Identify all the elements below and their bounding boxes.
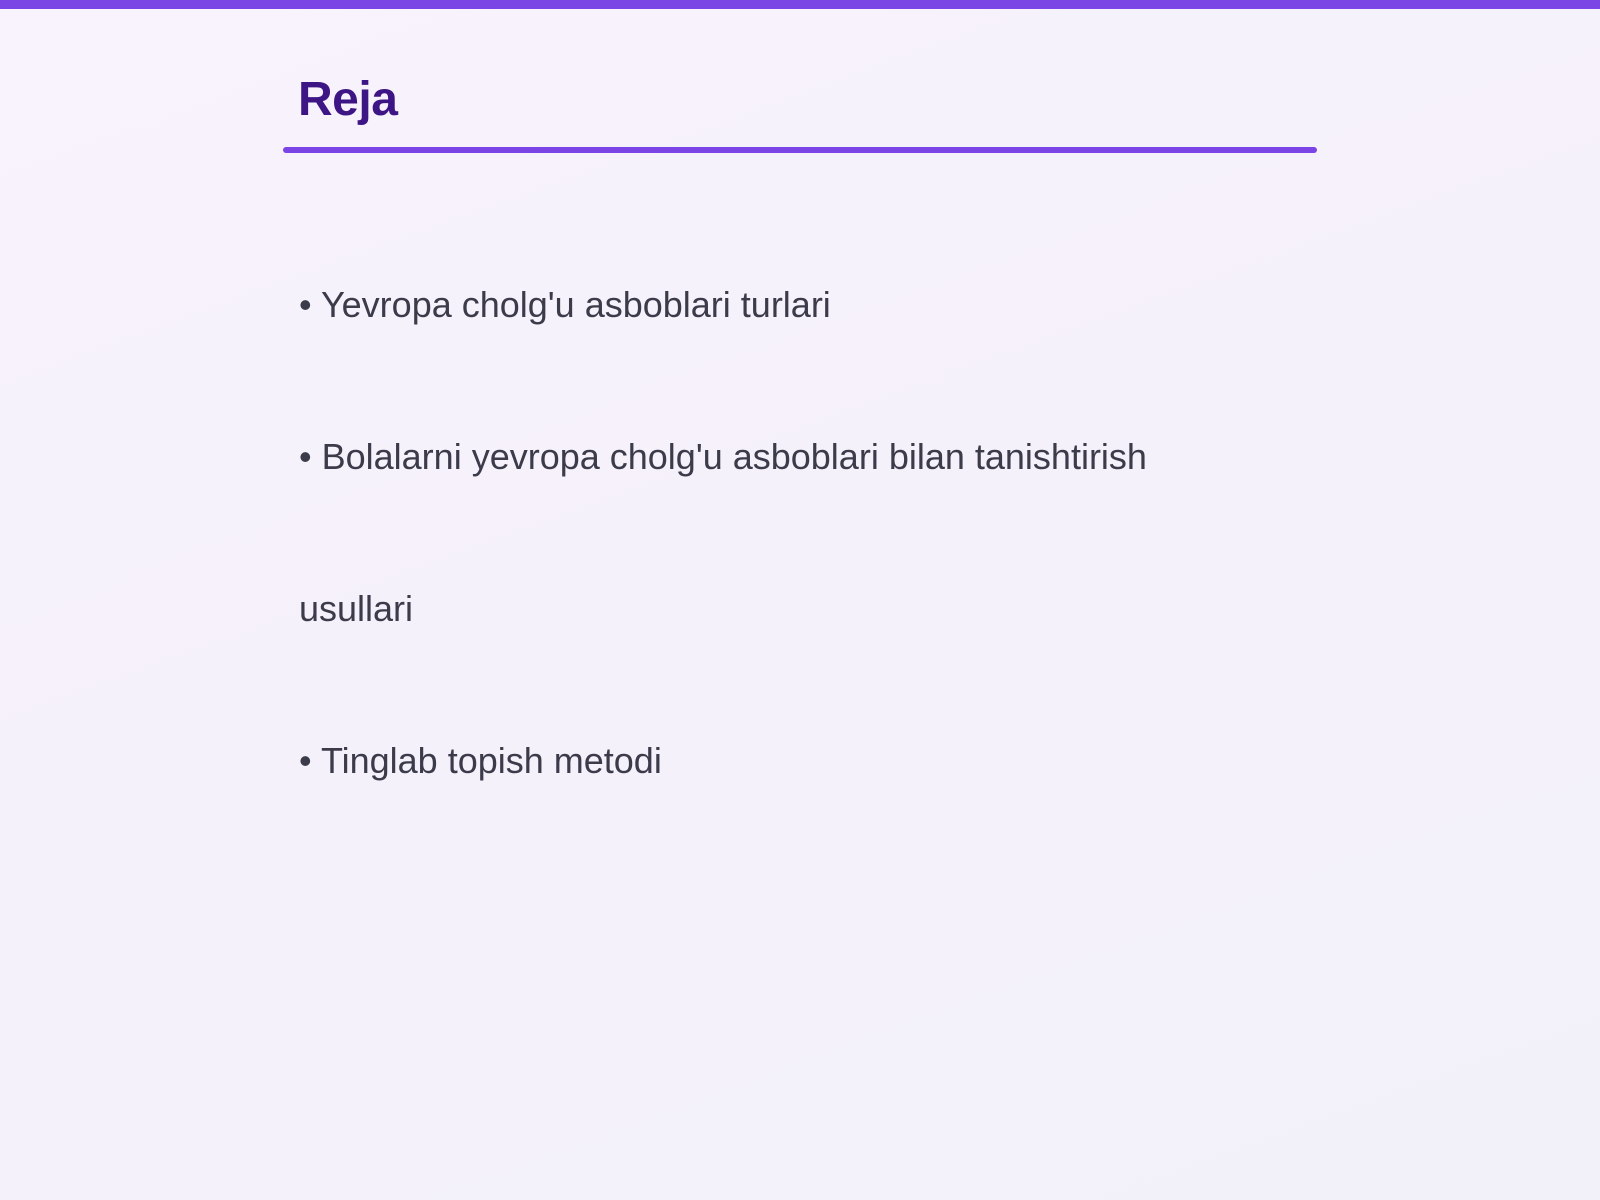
plan-item-european-instrument-types: • Yevropa cholg'u asboblari turlari xyxy=(299,284,831,325)
plan-item-listen-and-find-method: • Tinglab topish metodi xyxy=(299,740,662,781)
plan-item-continuation: usullari xyxy=(299,588,414,629)
top-accent-bar xyxy=(0,0,1600,9)
plan-item-introducing-children: • Bolalarni yevropa cholg'u asboblari bilan tanishtirish xyxy=(299,436,1147,477)
slide-title: Reja xyxy=(298,73,398,126)
title-underline xyxy=(283,147,1317,153)
